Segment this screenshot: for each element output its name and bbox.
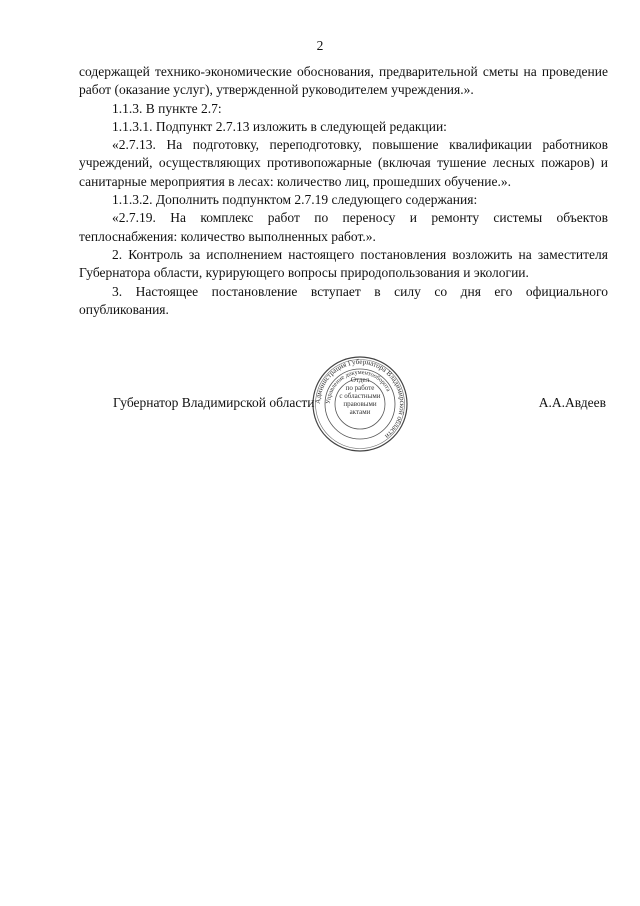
paragraph-2-control: 2. Контроль за исполнением настоящего постановления возложить на заместителя Губернатора области, курирующего вопросы природопользования и экологии. — [79, 246, 608, 281]
document-body — [79, 63, 608, 319]
paragraph-2-7-13: «2.7.13. На подготовку, переподготовку, повышение квалификации работников учреждений, осуществляющих противопожарные (включая тушение лесных пожаров) и санитарные мероприятия в лесах: количество лиц, прошедших обучение.». — [79, 137, 608, 189]
signature-title: Губернатор Владимирской области — [113, 395, 315, 410]
paragraph-continuation: содержащей технико-экономические обоснования, предварительной сметы на проведение работ (оказание услуг), утвержденной руководителем учреждения.». — [79, 64, 608, 98]
paragraph-1-1-3-1: 1.1.3.1. Подпункт 2.7.13 изложить в следующей редакции: — [112, 118, 447, 134]
paragraph-1-1-3: 1.1.3. В пункте 2.7: — [112, 100, 222, 116]
stamp-middle-text: Управление документооборота — [324, 368, 392, 405]
paragraph-2-7-19: «2.7.19. На комплекс работ по переносу и ремонту системы объектов теплоснабжения: количество выполненных работ.». — [79, 210, 608, 244]
signature-name: А.А.Авдеев — [538, 395, 606, 410]
official-stamp — [301, 354, 419, 454]
paragraph-1-1-3-2: 1.1.3.2. Дополнить подпунктом 2.7.19 следующего содержания: — [112, 192, 478, 208]
stamp-outer-text: Администрация Губернатора Владимирской области — [313, 357, 407, 441]
stamp-center-text: Отдел по работе с областными правовыми актами — [339, 376, 381, 416]
paragraph-3-effective: 3. Настоящее постановление вступает в силу со дня его официального опубликования. — [79, 283, 608, 317]
page-number: 2 — [316, 38, 324, 53]
